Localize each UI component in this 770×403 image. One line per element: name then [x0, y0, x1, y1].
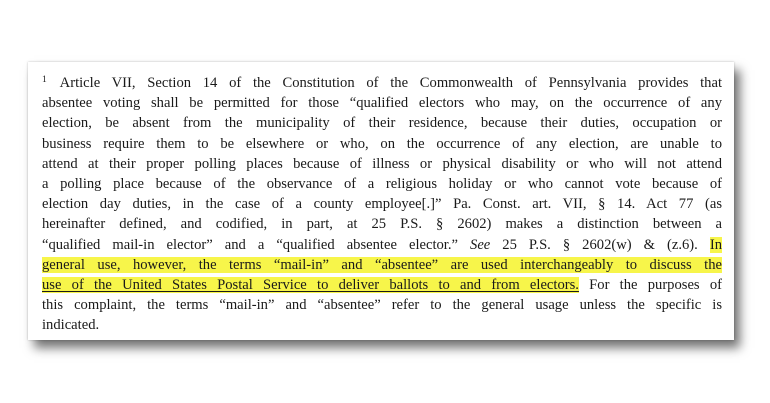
highlighted-text: In: [709, 236, 723, 253]
line-text: For the purposes of: [578, 277, 722, 294]
line-text: 25 P.S. § 2602(w) & (z.6).: [490, 236, 710, 253]
footnote-marker: 1: [42, 75, 47, 85]
footnote-line: [42, 70, 722, 93]
footnote-line: this complaint, the terms “mail-in” and “absentee” refer to the general usage unless the specific is: [42, 297, 722, 314]
highlighted-underlined-text: use of the United States Postal Service to deliver ballots to and from electors.: [42, 277, 579, 294]
footnote-line: a polling place because of the observance of a religious holiday or who cannot vote because of: [42, 176, 722, 193]
footnote-line: absentee voting shall be permitted for those “qualified electors who may, on the occurrence of any: [42, 95, 722, 112]
line-text: Article VII, Section 14 of the Constitution of the Commonwealth of Pennsylvania provides that: [59, 75, 723, 91]
footnote-line: hereinafter defined, and codified, in part, at 25 P.S. § 2602) makes a distinction between a: [42, 216, 722, 233]
footnote-line: attend at their proper polling places because of illness or physical disability or who will not attend: [42, 155, 722, 172]
footnote-line: election, be absent from the municipality of their residence, because their duties, occupation or: [42, 115, 722, 132]
highlighted-text: general use, however, the terms “mail-in” and “absentee” are used interchangeably to discuss the: [42, 256, 722, 273]
footnote-line: [42, 255, 722, 275]
footnote-line: business require them to be elsewhere or who, on the occurrence of any election, are unable to: [42, 135, 722, 152]
footnote-line: indicated.: [42, 317, 100, 334]
line-text: “qualified mail-in elector” and a “qualified absentee elector.”: [42, 236, 471, 253]
citation-signal: See: [470, 236, 491, 253]
footnote: [42, 70, 722, 336]
document-excerpt: [28, 62, 734, 340]
footnote-line: [42, 275, 722, 295]
footnote-line: [42, 235, 722, 255]
footnote-line: election day duties, in the case of a county employee[.]” Pa. Const. art. VII, § 14. Act 77 (as: [42, 196, 722, 213]
